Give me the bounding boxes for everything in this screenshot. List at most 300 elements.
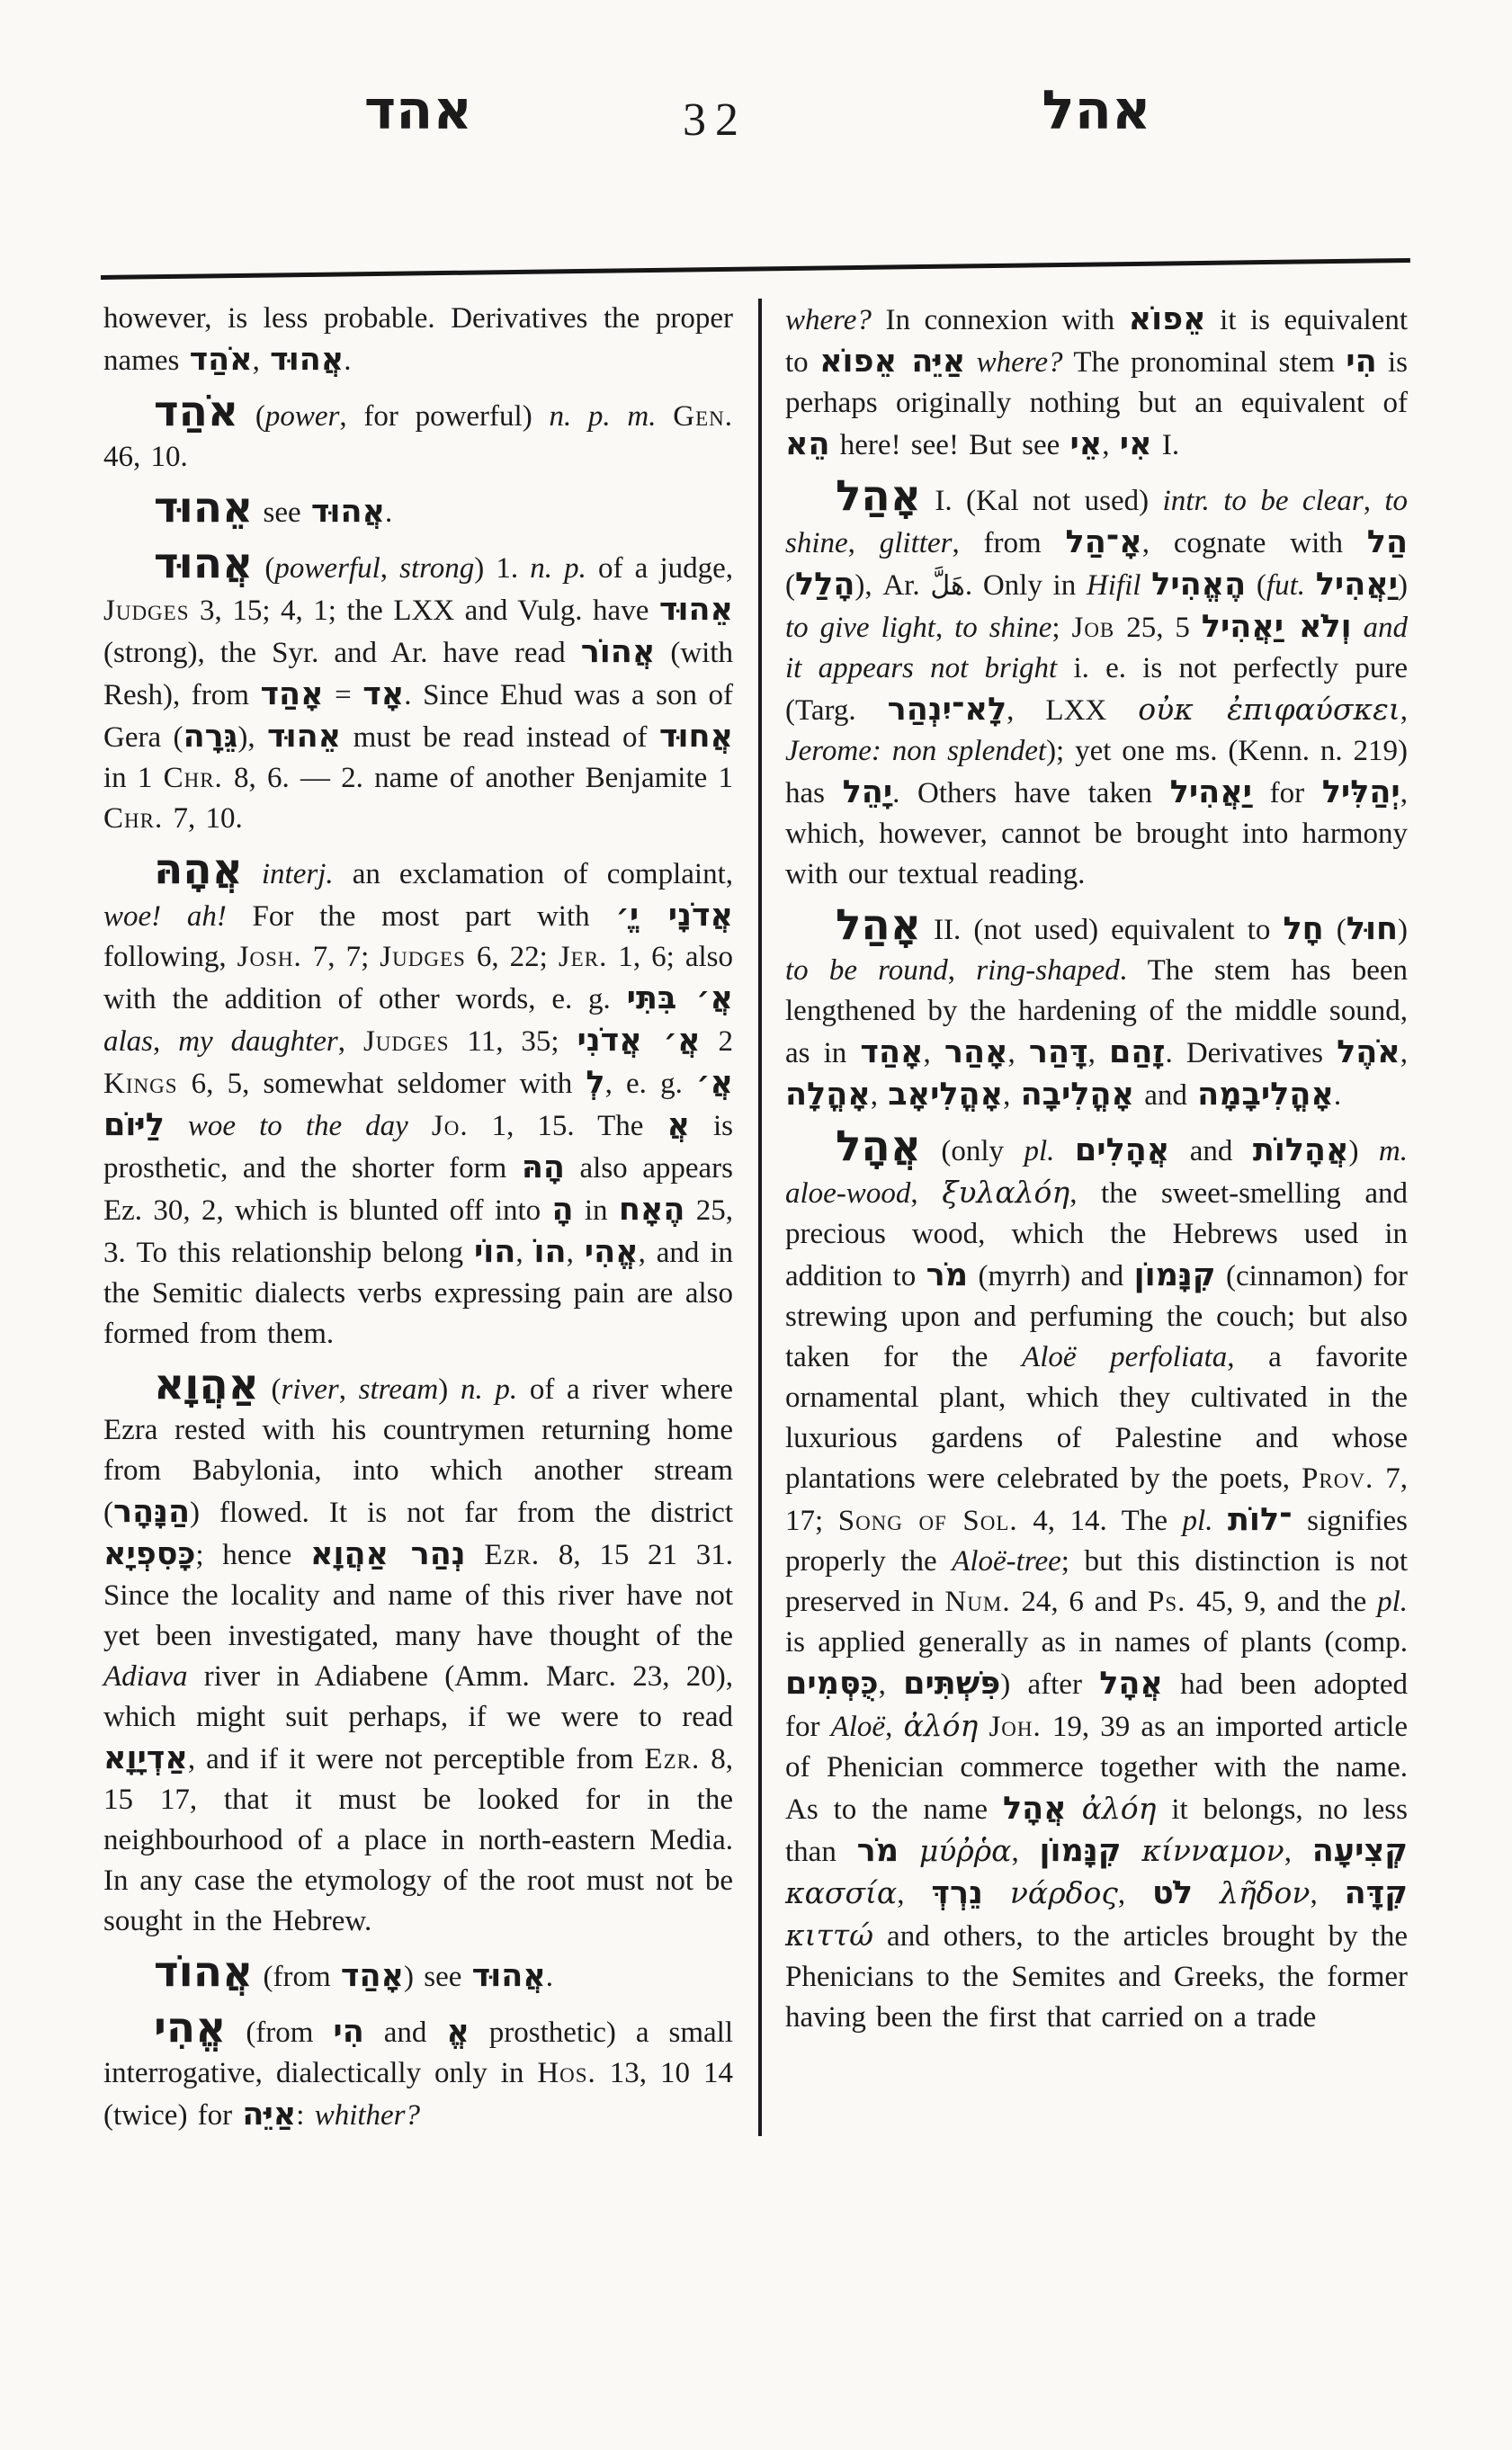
body-text: . — [344, 344, 352, 377]
body-text: 46, 10. — [103, 441, 188, 473]
body-text: ) — [1348, 1135, 1379, 1167]
body-text: 8, 6. — 2. name of another Benjamite 1 — [222, 762, 733, 794]
body-text: following, — [103, 941, 237, 973]
body-text: . Only in — [964, 569, 1087, 602]
italic-gloss: n. p. m. — [549, 400, 657, 433]
body-text: 45, 9, and the — [1185, 1586, 1378, 1618]
italic-gloss: intr. — [1162, 485, 1210, 517]
hebrew-headword: אֲהוּד — [154, 539, 254, 588]
body-text: and — [363, 2016, 447, 2049]
body-text: ; but this distinction is not preserved in — [785, 1545, 1409, 1618]
body-text: ( — [785, 569, 795, 602]
body-text — [1122, 1836, 1142, 1868]
hebrew-text: ־לוֹת — [1228, 1501, 1293, 1538]
italic-gloss: ring-shaped — [976, 954, 1120, 987]
body-text: 11, 35; — [449, 1025, 577, 1058]
bible-book-reference: Ezr. — [484, 1539, 541, 1571]
body-text: it is equivalent to — [785, 304, 1408, 379]
hebrew-text: יְהַלִּיל — [1321, 773, 1400, 810]
hebrew-text: אֲ׳ אֲדֹנִי — [577, 1022, 701, 1059]
hebrew-text: דָּהַר — [1028, 1033, 1088, 1070]
dictionary-paragraph — [103, 1360, 734, 1942]
italic-gloss: to give light — [785, 612, 935, 644]
italic-gloss: glitter — [879, 527, 953, 559]
running-head — [103, 72, 1408, 189]
body-text: , which, however, cannot be brought into harmony with our textual reading. — [785, 777, 1408, 890]
body-text: also appears Ez. 30, 2, which is blunted off into — [103, 1152, 733, 1227]
greek-text: ἀλόη — [1081, 1791, 1157, 1826]
hebrew-text: נְהַר אַהֲוָא — [309, 1535, 466, 1572]
arabic-text: هَلَّ — [930, 570, 965, 602]
hebrew-text: הִי — [1346, 343, 1377, 380]
hebrew-text: וְלֹא יַאֲהִיל — [1201, 608, 1352, 645]
body-text: (from — [253, 1961, 341, 1993]
body-text — [1305, 569, 1316, 602]
hebrew-text: כָּסִפְיָא — [103, 1535, 196, 1572]
body-text: , — [252, 344, 271, 377]
body-text: 7, 7; — [301, 941, 380, 973]
hebrew-text: אָהֳלָה — [785, 1076, 871, 1113]
dictionary-paragraph — [103, 483, 733, 533]
body-text: is perhaps originally nothing but an equivalent of — [785, 346, 1409, 419]
body-text: ) — [438, 1373, 461, 1406]
hebrew-text: קְצִיעָה — [1311, 1832, 1408, 1869]
greek-text: ξυλαλόη — [942, 1175, 1070, 1210]
italic-gloss: power — [264, 400, 340, 433]
body-text: see — [253, 496, 311, 529]
hebrew-text: אָד — [362, 675, 405, 712]
body-text: ( — [253, 552, 275, 585]
body-text — [657, 400, 674, 433]
italic-gloss: stream — [358, 1373, 439, 1406]
italic-gloss: interj. — [261, 858, 334, 890]
body-text — [965, 346, 976, 379]
italic-gloss: where? — [976, 346, 1063, 379]
hebrew-text: אֵי — [1069, 425, 1103, 462]
hebrew-text: פִּשְׁתִּים — [903, 1665, 1001, 1702]
body-text: 1, 6; also with the addition of other words, e. g. — [103, 941, 734, 1015]
body-text: , — [338, 1373, 359, 1406]
body-text: 25, 3. To this relationship belong — [103, 1194, 733, 1269]
italic-gloss: Hifil — [1086, 569, 1141, 602]
hebrew-text: אֲהָל — [1099, 1665, 1163, 1702]
italic-gloss: to shine — [954, 612, 1052, 644]
hebrew-text: הָלַל — [795, 566, 855, 603]
body-text: must be read instead of — [341, 721, 659, 754]
hebrew-text: אֹהֶל — [1337, 1033, 1400, 1070]
hebrew-text: קִנָּמוֹן — [1039, 1832, 1122, 1869]
italic-gloss: Adiava — [103, 1660, 188, 1693]
body-text: . — [1333, 1079, 1342, 1112]
italic-gloss: Aloë-tree — [952, 1545, 1061, 1578]
body-text: of a river where Ezra rested with his countrymen returning home from Babylonia, into which another stream ( — [103, 1373, 733, 1529]
hebrew-text: יַאֲהִיל — [1169, 773, 1252, 810]
body-text: ) — [1398, 914, 1408, 946]
hebrew-text: אֱהִי — [584, 1233, 639, 1270]
body-text: , and if it were not perceptible from — [187, 1743, 645, 1775]
hebrew-text: אֲהָלוֹת — [1252, 1131, 1349, 1168]
bible-book-reference: Hos. — [537, 2057, 596, 2089]
body-text — [1054, 1135, 1074, 1167]
hebrew-text: קִדָּה — [1344, 1874, 1409, 1911]
body-text: ) — [1398, 569, 1409, 602]
italic-gloss: river — [281, 1373, 339, 1406]
hebrew-text: הָהּ — [521, 1149, 565, 1185]
body-text: I. (Kal not used) — [920, 485, 1163, 517]
hebrew-text: אֵהוּד — [267, 718, 342, 755]
body-text: , cognate with — [1141, 527, 1367, 559]
greek-text: κιττώ — [785, 1918, 874, 1953]
body-text: it belongs, no less than — [785, 1793, 1408, 1868]
greek-text: μύῤῥα — [918, 1833, 1012, 1868]
body-text: , — [897, 1878, 932, 1910]
body-text: 25, 5 — [1114, 612, 1202, 644]
body-text: ) see — [404, 1961, 472, 1993]
body-text: in 1 — [103, 762, 164, 794]
body-text: , — [885, 1711, 904, 1743]
greek-text: κασσία — [785, 1875, 898, 1910]
body-text: and — [1134, 1079, 1198, 1112]
body-text: of a judge, — [586, 552, 734, 585]
hebrew-text: זָהַם — [1109, 1033, 1166, 1070]
body-text: , — [1400, 1037, 1409, 1069]
body-text: . — [385, 496, 393, 529]
body-text: and — [1169, 1135, 1253, 1167]
hebrew-text: אֱ — [446, 2013, 470, 2050]
body-text: , — [1310, 1878, 1345, 1910]
body-text: river in Adiabene (Amm. Marc. 23, 20), which might suit perhaps, if we were to read — [103, 1660, 733, 1733]
body-text: For the most part with — [226, 900, 616, 933]
italic-gloss: to be round — [785, 954, 948, 987]
hebrew-text: אֲהוּד — [471, 1957, 546, 1994]
body-text: 1, 15. The — [468, 1110, 667, 1142]
body-text: , e. g. — [604, 1068, 696, 1100]
body-text: . Others have taken — [892, 777, 1170, 809]
italic-gloss: pl. — [1377, 1586, 1408, 1618]
body-text: and others, to the articles brought by the Phenicians to the Semites and Greeks, the former having been the first that carried on a trade — [785, 1920, 1408, 2034]
bible-book-reference: Prov. — [1302, 1462, 1374, 1495]
body-text: is applied generally as in names of plants (comp. — [785, 1626, 1408, 1659]
hebrew-text: אָהֳלִיאָב — [888, 1076, 1004, 1113]
body-text: in — [573, 1194, 619, 1227]
hebrew-text: חוּל — [1346, 910, 1398, 947]
body-text: (only — [920, 1135, 1024, 1167]
hebrew-text: מֹר — [856, 1832, 899, 1869]
italic-gloss: strong — [399, 552, 475, 585]
body-text: , — [515, 1237, 534, 1269]
body-text — [978, 1711, 989, 1743]
body-text: , — [878, 1668, 904, 1701]
hebrew-text: אָהֳלִיבָה — [1020, 1076, 1134, 1113]
hebrew-text: אָהֳלִיבָמָה — [1197, 1076, 1334, 1113]
body-text: , — [380, 552, 400, 585]
hebrew-text: קִנָּמוֹן — [1133, 1256, 1216, 1293]
body-text: (strong), the Syr. and Ar. have read — [103, 637, 581, 669]
italic-gloss: my daughter — [178, 1025, 338, 1058]
body-text: . The stem has been lengthened by the hardening of the middle sound, as in — [785, 954, 1409, 1069]
hebrew-text: אֲהוּד — [270, 341, 344, 378]
body-text: , — [566, 1237, 585, 1269]
body-text — [408, 1110, 432, 1142]
italic-gloss: alas — [103, 1025, 154, 1058]
italic-gloss: pl. — [1024, 1135, 1055, 1167]
hebrew-headword: אֱהִי — [154, 2003, 227, 2052]
hebrew-text: חָל — [1283, 910, 1324, 947]
italic-gloss: where? — [785, 304, 872, 336]
body-text: for — [1251, 777, 1322, 809]
body-text: is prosthetic, and the shorter form — [103, 1110, 734, 1185]
hebrew-text: אֲ׳ לַיּוֹם — [103, 1064, 734, 1143]
body-text: 7, 17; — [785, 1462, 1409, 1537]
hebrew-text: אֲהוֹר — [580, 633, 656, 670]
hebrew-text: אַדְיָוָא — [103, 1739, 188, 1776]
italic-gloss: powerful — [274, 552, 380, 585]
dictionary-paragraph — [785, 1122, 1409, 2038]
hebrew-text: הֵא — [785, 425, 830, 462]
body-text: however, is less probable. Derivatives the proper names — [103, 302, 733, 377]
body-text: , — [1087, 1037, 1110, 1069]
body-text: : — [296, 2099, 315, 2132]
body-text: an exclamation of complaint, — [333, 858, 734, 890]
body-text — [243, 858, 262, 890]
body-text: ; — [1051, 612, 1072, 644]
italic-gloss: and it appears not bright — [785, 612, 1409, 684]
body-text: 2 — [700, 1025, 734, 1058]
body-text: , — [1011, 1836, 1040, 1868]
bible-book-reference: Judges — [380, 941, 466, 973]
hebrew-headword: אֲהוֹד — [154, 1947, 254, 1997]
body-text — [1352, 612, 1364, 644]
hebrew-text: אַיֵּה אֵפוֹא — [819, 343, 966, 380]
bible-book-reference: Joh. — [989, 1711, 1042, 1743]
hebrew-text: אֵפוֹא — [1128, 300, 1206, 337]
body-text: , — [1400, 694, 1408, 727]
dictionary-paragraph — [103, 539, 734, 839]
body-text: ), Ar. — [854, 569, 931, 602]
italic-gloss: fut. — [1266, 569, 1305, 602]
body-text: 24, 6 and — [1010, 1586, 1148, 1618]
body-text: , — [1363, 485, 1385, 517]
dictionary-paragraph — [785, 299, 1408, 466]
hebrew-text: אֲחוּד — [658, 718, 733, 755]
body-text: , LXX — [1007, 694, 1139, 727]
hebrew-text: אֲדֹנָי יֱ׳ — [615, 897, 734, 934]
bible-book-reference: Ezr. — [644, 1743, 701, 1775]
greek-text: νάρδος — [1009, 1875, 1118, 1910]
bible-book-reference: Kings — [103, 1068, 178, 1100]
hebrew-text: יָהֵל — [842, 773, 893, 810]
bible-book-reference: Song of Sol. — [837, 1505, 1018, 1537]
hebrew-headword: אָהַל — [836, 900, 921, 950]
dictionary-paragraph — [103, 845, 734, 1355]
body-text: 8, 15 21 31. Since the locality and name of this river have not yet been investigated, many have thought of the — [103, 1539, 734, 1652]
body-text: , — [935, 612, 955, 644]
body-text: ; hence — [195, 1539, 310, 1571]
italic-gloss: Aloë — [830, 1711, 886, 1743]
hebrew-text: אֵהוּד — [658, 591, 733, 628]
italic-gloss: woe to the day — [187, 1110, 408, 1142]
greek-text: λῆδον — [1219, 1875, 1311, 1910]
body-text: , a favorite ornamental plant, which they cultivated in the luxurious gardens of Palestine and whose plantations were celebrated by the poets, — [785, 1341, 1408, 1495]
header-keyword-left: אהד — [363, 79, 473, 142]
italic-gloss: aloe-wood — [785, 1177, 911, 1210]
body-text — [1212, 1505, 1228, 1537]
hebrew-text: לְ — [586, 1064, 605, 1101]
body-text: 13, 10 14 (twice) for — [103, 2057, 733, 2132]
body-text: . Derivatives — [1165, 1037, 1338, 1069]
body-text: , — [1284, 1836, 1312, 1868]
body-text: ) flowed. It is not far from the district — [190, 1497, 733, 1529]
body-text: i. e. is not perfectly pure (Targ. — [785, 652, 1408, 727]
body-text: , for powerful) — [339, 400, 550, 433]
body-text: 6, 5, somewhat seldomer with — [177, 1068, 586, 1100]
body-text: ) 1. — [474, 552, 531, 585]
dictionary-paragraph — [103, 299, 733, 381]
body-text: , — [1007, 1037, 1029, 1069]
body-text: In connexion with — [871, 304, 1129, 336]
body-text — [899, 1836, 919, 1868]
hebrew-text: הַל — [1366, 523, 1409, 560]
italic-gloss: to shine — [785, 485, 1409, 559]
bible-book-reference: Chr. — [163, 762, 223, 794]
hebrew-text: אֲהָלִים — [1074, 1131, 1170, 1168]
hebrew-text: מֹר — [926, 1256, 969, 1293]
bible-book-reference: Jo. — [431, 1110, 469, 1142]
body-text: , the sweet-smelling and precious wood, which the Hebrews used in addition to — [785, 1177, 1408, 1292]
body-text: , — [153, 1025, 179, 1058]
body-text: , — [1117, 1878, 1153, 1910]
body-text — [983, 1878, 1010, 1910]
body-text: ( — [1323, 914, 1346, 946]
body-text: ); yet one ms. (Kenn. n. 219) has — [785, 735, 1408, 809]
hebrew-text: אַיֵּה — [242, 2096, 297, 2133]
dictionary-paragraph — [785, 471, 1409, 895]
hebrew-text: יַאֲהִיל — [1315, 566, 1399, 603]
body-text — [165, 1110, 188, 1142]
bible-book-reference: Judges — [362, 1025, 450, 1058]
hebrew-text: אָ־הַל — [1065, 523, 1142, 560]
bible-book-reference: Chr. — [103, 802, 164, 835]
body-text: , — [337, 1025, 363, 1058]
hebrew-text: אָהַד — [340, 1957, 405, 1994]
body-text: . Since Ehud was a son of Gera ( — [103, 679, 733, 754]
body-text — [1141, 569, 1151, 602]
hebrew-text: כֻּסְּמִים — [785, 1665, 879, 1702]
italic-gloss: woe! ah! — [103, 900, 227, 933]
body-text: (cinnamon) for strewing upon and perfuming the couch; but also taken for the — [785, 1260, 1408, 1373]
text-block — [103, 299, 1408, 2136]
bible-book-reference: Judges — [103, 595, 190, 627]
left-column — [103, 299, 733, 2136]
body-text: , — [947, 954, 977, 987]
body-text: signifies properly the — [785, 1505, 1409, 1578]
dictionary-paragraph — [103, 387, 733, 478]
body-text: , — [923, 1037, 944, 1069]
italic-gloss: to be clear — [1223, 485, 1364, 517]
bible-book-reference: Gen. — [673, 400, 733, 433]
body-text: 6, 22; — [465, 941, 559, 973]
bible-book-reference: Josh. — [237, 941, 302, 973]
greek-text: οὐκ ἐπιφαύσκει — [1138, 692, 1400, 727]
body-text: , — [870, 1079, 889, 1112]
hebrew-text: הָ — [551, 1191, 574, 1228]
body-text: . — [545, 1961, 554, 1993]
italic-gloss: Aloë perfoliata — [1022, 1341, 1228, 1373]
body-text — [466, 1539, 485, 1571]
hebrew-text: הַנָּהָר — [113, 1493, 191, 1530]
body-text: 4, 14. The — [1017, 1505, 1183, 1537]
body-text: 19, 39 as an imported article of Phenician commerce together with the name. As to the name — [785, 1711, 1409, 1826]
body-text: ( — [1246, 569, 1266, 602]
body-text: ( — [238, 400, 265, 433]
hebrew-headword: אֲהָהּ — [154, 845, 243, 894]
hebrew-headword: אַהֲוָא — [154, 1360, 259, 1409]
italic-gloss: pl. — [1182, 1505, 1213, 1537]
italic-gloss: m. — [1378, 1135, 1408, 1167]
body-text: II. (not used) equivalent to — [920, 914, 1284, 946]
body-text: 8, 15 17, that it must be looked for in the neighbourhood of a place in north-eastern Media. In any case the etymology of the root must not be sought in the Hebrew. — [103, 1743, 734, 1937]
body-text — [1067, 1793, 1082, 1826]
body-text: 7, 10. — [163, 802, 243, 835]
body-text — [1210, 485, 1223, 517]
hebrew-text: אָהַר — [944, 1033, 1008, 1070]
bible-book-reference: Num. — [944, 1586, 1011, 1618]
hebrew-text: הוֹי — [473, 1233, 516, 1270]
header-rule — [101, 258, 1410, 280]
body-text — [1193, 1878, 1220, 1910]
italic-gloss: n. p. — [530, 552, 586, 585]
body-text: I. — [1151, 429, 1180, 461]
greek-text: ἀλόη — [903, 1708, 979, 1743]
hebrew-text: אֲהוּד — [310, 493, 386, 530]
hebrew-text: אֲהָל — [1002, 1790, 1067, 1827]
body-text: (from — [226, 2016, 334, 2049]
italic-gloss: whither? — [314, 2099, 421, 2132]
body-text: , and in the Semitic dialects verbs expressing pain are also formed from them. — [103, 1237, 734, 1350]
italic-gloss: Jerome: non splendet — [785, 735, 1047, 767]
hebrew-text: הִי — [333, 2013, 364, 2050]
hebrew-headword: אֵהוּד — [154, 483, 254, 532]
body-text: , — [847, 527, 880, 559]
hebrew-text: אֹהַד — [189, 341, 253, 378]
body-text: ) after — [1000, 1668, 1100, 1701]
hebrew-text: הֶאָח — [618, 1191, 685, 1228]
body-text: , — [910, 1177, 943, 1210]
hebrew-text: לֹט — [1152, 1874, 1193, 1911]
bible-book-reference: Jer. — [558, 941, 608, 973]
hebrew-text: אֲ — [667, 1106, 690, 1143]
hebrew-text: אָהַד — [860, 1033, 924, 1070]
body-text: = — [323, 679, 363, 711]
hebrew-headword: אָהַל — [836, 471, 921, 521]
bible-book-reference: Job — [1071, 612, 1115, 644]
hebrew-text: נֵרְדְּ — [931, 1874, 983, 1911]
body-text: , — [1102, 429, 1120, 461]
hebrew-text: גֵּרָה — [183, 718, 238, 755]
bible-book-reference: Ps. — [1147, 1586, 1186, 1618]
header-keyword-right: אהל — [1042, 79, 1151, 142]
hebrew-headword: אֲהָל — [836, 1122, 921, 1171]
body-text: , from — [952, 527, 1066, 559]
body-text: (with Resh), from — [103, 637, 733, 711]
page-number: 32 — [683, 94, 747, 146]
hebrew-headword: אֹהַד — [154, 387, 239, 436]
hebrew-text: הֶאֱהִיל — [1151, 566, 1247, 603]
body-text: , — [1003, 1079, 1021, 1112]
body-text: (myrrh) and — [968, 1260, 1134, 1292]
body-text: ), — [237, 721, 268, 754]
dictionary-paragraph — [785, 900, 1409, 1116]
